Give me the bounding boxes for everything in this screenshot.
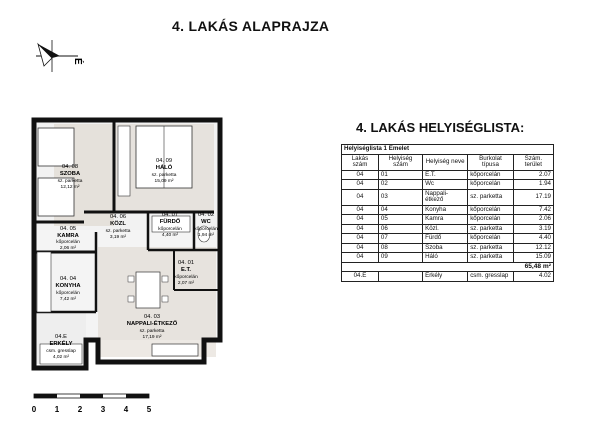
- room-name-szoba: SZOBA: [59, 171, 81, 177]
- table-cell: Fürdő: [423, 234, 468, 244]
- room-area-konyha: 7,42 m²: [59, 297, 77, 302]
- table-cell: 17.19: [513, 189, 553, 205]
- scale-tick: 1: [54, 405, 60, 414]
- page-title: 4. LAKÁS ALAPRAJZA: [172, 18, 330, 34]
- table-cell: 04: [342, 234, 379, 244]
- table-row: [342, 180, 554, 190]
- room-area-erkely: 4,02 m²: [52, 355, 70, 360]
- col-header: Lakás szám: [342, 154, 379, 170]
- scale-tick: 5: [146, 405, 152, 414]
- table-cell: 15.09: [513, 253, 553, 263]
- scale-tick: 2: [77, 405, 83, 414]
- col-header: Szám. terület: [513, 154, 553, 170]
- table-cell: E.T.: [423, 170, 468, 180]
- room-floor-nappali: sz. parketta: [139, 329, 165, 334]
- table-cell: 04: [342, 180, 379, 190]
- table-cell: 04: [378, 205, 422, 215]
- table-cell: 7.42: [513, 205, 553, 215]
- table-row: [342, 253, 554, 263]
- room-code-halo: 04. 09: [155, 158, 173, 164]
- table-cell: 07: [378, 234, 422, 244]
- room-floor-et: kőporcelán: [174, 275, 198, 280]
- room-floor-kozl: sz. parketta: [105, 229, 131, 234]
- table-cell: Háló: [423, 253, 468, 263]
- room-area-kozl: 3,19 m²: [109, 235, 127, 240]
- total-area: 65,48 m²: [342, 262, 554, 272]
- table-cell: Kamra: [423, 215, 468, 225]
- room-name-et: E.T.: [181, 267, 191, 273]
- room-list-title: 4. LAKÁS HELYISÉGLISTA:: [356, 120, 525, 135]
- table-cell: 04: [342, 224, 379, 234]
- table-cell: 04: [342, 215, 379, 225]
- room-name-konyha: KONYHA: [55, 283, 81, 289]
- room-area-wc: 1,94 m²: [197, 233, 215, 238]
- room-area-halo: 15,09 m²: [154, 179, 174, 184]
- table-cell: Konyha: [423, 205, 468, 215]
- room-name-furdo: FÜRDŐ: [159, 219, 181, 225]
- room-area-nappali: 17,19 m²: [142, 335, 162, 340]
- table-cell: 12.12: [513, 243, 553, 253]
- table-row: [342, 170, 554, 180]
- table-cell: kőporcelán: [468, 215, 514, 225]
- room-code-konyha: 04. 04: [59, 276, 77, 282]
- room-name-nappali: NAPPALI-ÉTKEZŐ: [126, 321, 178, 327]
- table-cell: 2.07: [513, 170, 553, 180]
- table-cell: 2.06: [513, 215, 553, 225]
- room-name-kozl: KÖZL: [110, 221, 126, 227]
- table-cell: 03: [378, 189, 422, 205]
- table-cell: sz. parketta: [468, 243, 514, 253]
- room-area-szoba: 12,12 m²: [60, 185, 80, 190]
- table-cell: 08: [378, 243, 422, 253]
- table-row: [342, 215, 554, 225]
- table-cell: 01: [378, 170, 422, 180]
- table-cell: 4.40: [513, 234, 553, 244]
- table-cell: 04: [342, 253, 379, 263]
- north-arrow-icon: [30, 36, 90, 76]
- table-cell: 04.E: [342, 272, 379, 282]
- room-area-et: 2,07 m²: [177, 281, 195, 286]
- room-floor-szoba: sz. parketta: [57, 179, 83, 184]
- table-cell: 1.94: [513, 180, 553, 190]
- table-cell: Szoba: [423, 243, 468, 253]
- room-name-kamra: KAMRA: [57, 233, 79, 239]
- room-code-szoba: 04. 08: [61, 164, 79, 170]
- room-code-erkely: 04.E: [55, 334, 67, 340]
- table-row-balcony: [342, 272, 554, 282]
- table-row: [342, 224, 554, 234]
- table-header-row: [342, 154, 554, 170]
- room-area-kamra: 2,06 m²: [59, 246, 77, 251]
- table-cell: sz. parketta: [468, 189, 514, 205]
- col-header: Helyiség neve: [423, 154, 468, 170]
- table-row: [342, 234, 554, 244]
- table-row: [342, 189, 554, 205]
- room-floor-furdo: kőporcelán: [158, 227, 182, 232]
- table-cell: Közl.: [423, 224, 468, 234]
- table-cell: 06: [378, 224, 422, 234]
- table-cell: [378, 272, 422, 282]
- room-code-kamra: 04. 05: [59, 226, 77, 232]
- room-floor-konyha: kőporcelán: [56, 291, 80, 296]
- room-floor-halo: sz. parketta: [151, 173, 177, 178]
- floor-plan: [24, 112, 224, 374]
- room-name-wc: WC: [201, 219, 211, 225]
- scale-tick: 0: [31, 405, 37, 414]
- table-row: [342, 205, 554, 215]
- compass-letter: É: [72, 58, 83, 65]
- room-area-furdo: 4,40 m²: [161, 233, 179, 238]
- scale-bar: [28, 392, 158, 422]
- scale-tick: 4: [123, 405, 129, 414]
- table-cell: csm. gresslap: [468, 272, 514, 282]
- room-code-wc: 04. 02: [197, 212, 215, 218]
- table-cell: kőporcelán: [468, 234, 514, 244]
- room-list-table: [341, 144, 554, 282]
- table-cell: 05: [378, 215, 422, 225]
- room-floor-erkely: csm. gresslap: [46, 349, 76, 354]
- room-name-halo: HÁLÓ: [155, 165, 173, 171]
- room-name-erkely: ERKÉLY: [49, 341, 73, 347]
- table-cell: 3.19: [513, 224, 553, 234]
- table-cell: Nappali-étkező: [423, 189, 468, 205]
- table-cell: 09: [378, 253, 422, 263]
- table-cell: 04: [342, 205, 379, 215]
- room-code-kozl: 04. 06: [109, 214, 127, 220]
- table-cell: 4.02: [513, 272, 553, 282]
- table-cell: Erkély: [423, 272, 468, 282]
- col-header: Burkolat típusa: [468, 154, 514, 170]
- total-row: [342, 262, 554, 272]
- table-cell: Wc: [423, 180, 468, 190]
- table-cell: kőporcelán: [468, 205, 514, 215]
- table-caption: Helyiséglista 1 Emelet: [342, 145, 554, 155]
- col-header: Helyiség szám: [378, 154, 422, 170]
- room-code-et: 04. 01: [177, 260, 195, 266]
- table-cell: kőporcelán: [468, 180, 514, 190]
- table-cell: sz. parketta: [468, 224, 514, 234]
- room-floor-wc: kőporcelán: [194, 227, 218, 232]
- room-code-nappali: 04. 03: [143, 314, 161, 320]
- table-cell: 04: [342, 170, 379, 180]
- table-cell: 04: [342, 243, 379, 253]
- room-list-table-wrap: [341, 144, 554, 282]
- scale-tick: 3: [100, 405, 106, 414]
- room-floor-kamra: kőporcelán: [56, 240, 80, 245]
- table-cell: sz. parketta: [468, 253, 514, 263]
- room-code-furdo: 04. 07: [161, 212, 179, 218]
- table-cell: kőporcelán: [468, 170, 514, 180]
- table-cell: 02: [378, 180, 422, 190]
- table-cell: 04: [342, 189, 379, 205]
- table-row: [342, 243, 554, 253]
